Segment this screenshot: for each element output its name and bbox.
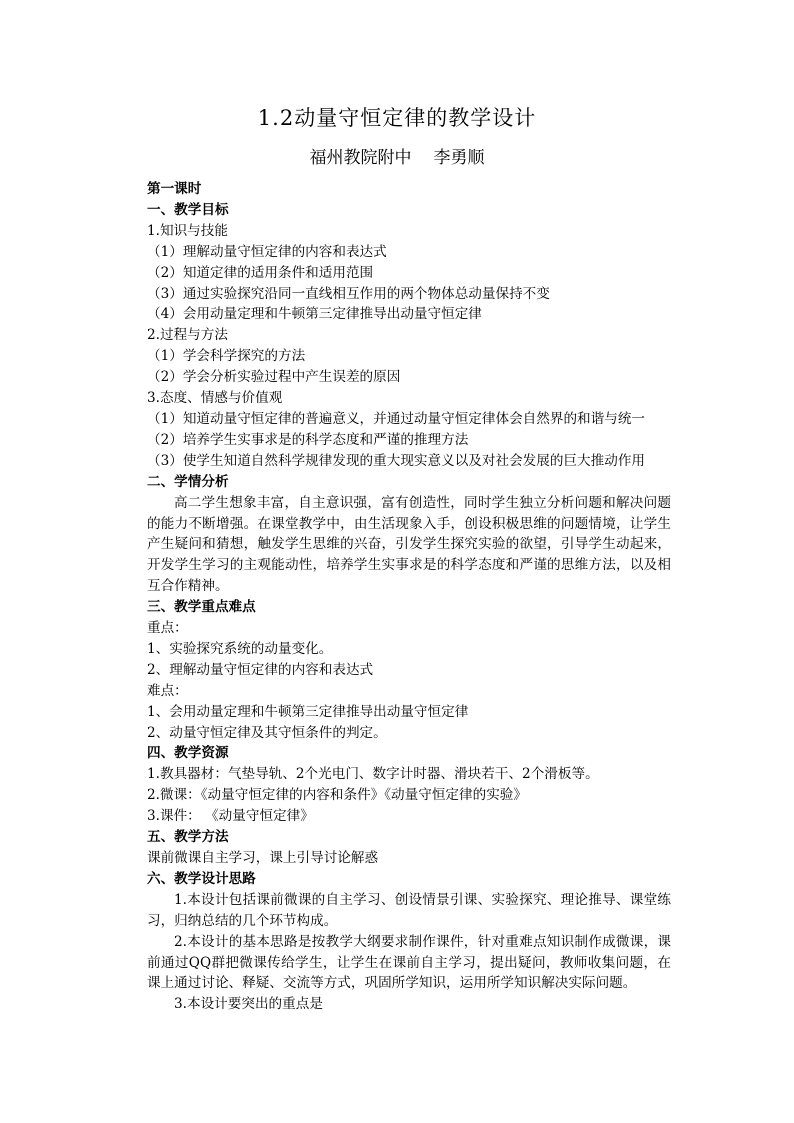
subsection-title-knowledge: 1.知识与技能 — [147, 222, 228, 239]
section-heading-analysis: 二、学情分析 — [147, 473, 229, 490]
subsection-title-attitude: 3.态度、情感与价值观 — [147, 390, 283, 407]
list-item: 3.课件： 《动量守恒定律》 — [147, 808, 314, 825]
list-item: 2.微课：《动量守恒定律的内容和条件》《动量守恒定律的实验》 — [147, 787, 527, 804]
design-paragraph-2: 2.本设计的基本思路是按教学大纲要求制作课件，针对重难点知识制作成微课，课前通过QQ群把微课传给学生，让学生在课前自主学习，提出疑问，教师收集问题，在课上通过讨论、释疑、交流等方式，巩固所学知识，运用所学知识解决实际问题。 — [147, 933, 671, 992]
list-item: （4）会用动量定理和牛顿第三定律推导出动量守恒定律 — [147, 306, 482, 323]
lesson-period: 第一课时 — [147, 181, 202, 197]
list-item: 1、会用动量定理和牛顿第三定律推导出动量守恒定律 — [147, 703, 469, 720]
section-heading-methods: 五、教学方法 — [147, 829, 229, 846]
difficulties-label: 难点： — [147, 682, 188, 699]
list-item: 1、实验探究系统的动量变化。 — [147, 640, 333, 657]
author-name: 李勇顺 — [433, 148, 485, 168]
list-item: （3）通过实验探究沿同一直线相互作用的两个物体总动量保持不变 — [147, 285, 550, 302]
analysis-paragraph: 高二学生想象丰富，自主意识强，富有创造性，同时学生独立分析问题和解决问题的能力不断增强。在课堂教学中，由生活现象入手，创设积极思维的问题情境，让学生产生疑问和猜想，触发学生思维的兴奋，引发学生探究实验的欲望，引导学生动起来，开发学生学习的主观能动性，培养学生实事求是的科学态度和严谨的思维方法，以及相互合作精神。 — [147, 494, 671, 595]
list-item: （2）知道定律的适用条件和适用范围 — [147, 264, 374, 281]
section-heading-objectives: 一、教学目标 — [147, 201, 229, 218]
section-heading-key-points: 三、教学重点难点 — [147, 599, 256, 616]
list-item: 2、动量守恒定律及其守恒条件的判定。 — [147, 724, 387, 741]
document-title: 1.2动量守恒定律的教学设计 — [257, 106, 537, 130]
list-item: （1）知道动量守恒定律的普遍意义，并通过动量守恒定律体会自然界的和谐与统一 — [147, 410, 646, 427]
author-line — [0, 146, 794, 170]
section-heading-design: 六、教学设计思路 — [147, 870, 256, 887]
list-item: （3）使学生知道自然科学规律发现的重大现实意义以及对社会发展的巨大推动作用 — [147, 452, 646, 469]
document-body — [147, 179, 671, 1015]
list-item: （2）培养学生实事求是的科学态度和严谨的推理方法 — [147, 431, 469, 448]
list-item: 2、理解动量守恒定律的内容和表达式 — [147, 661, 374, 678]
section-heading-resources: 四、教学资源 — [147, 745, 229, 762]
list-item: （1）学会科学探究的方法 — [147, 348, 306, 365]
methods-text: 课前微课自主学习，课上引导讨论解惑 — [147, 850, 379, 866]
list-item: 1.教具器材：气垫导轨、2个光电门、数字计时器、滑块若干、2个滑板等。 — [147, 766, 599, 783]
list-item: （2）学会分析实验过程中产生误差的原因 — [147, 369, 401, 386]
list-item: （1）理解动量守恒定律的内容和表达式 — [147, 243, 387, 260]
subsection-title-process: 2.过程与方法 — [147, 327, 228, 344]
key-points-label: 重点： — [147, 620, 188, 637]
design-paragraph-3: 3.本设计要突出的重点是 — [174, 996, 323, 1013]
design-paragraph-1: 1.本设计包括课前微课的自主学习、创设情景引课、实验探究、理论推导、课堂练习，归纳总结的几个环节构成。 — [147, 891, 671, 929]
author-school: 福州教院附中 — [309, 148, 412, 168]
